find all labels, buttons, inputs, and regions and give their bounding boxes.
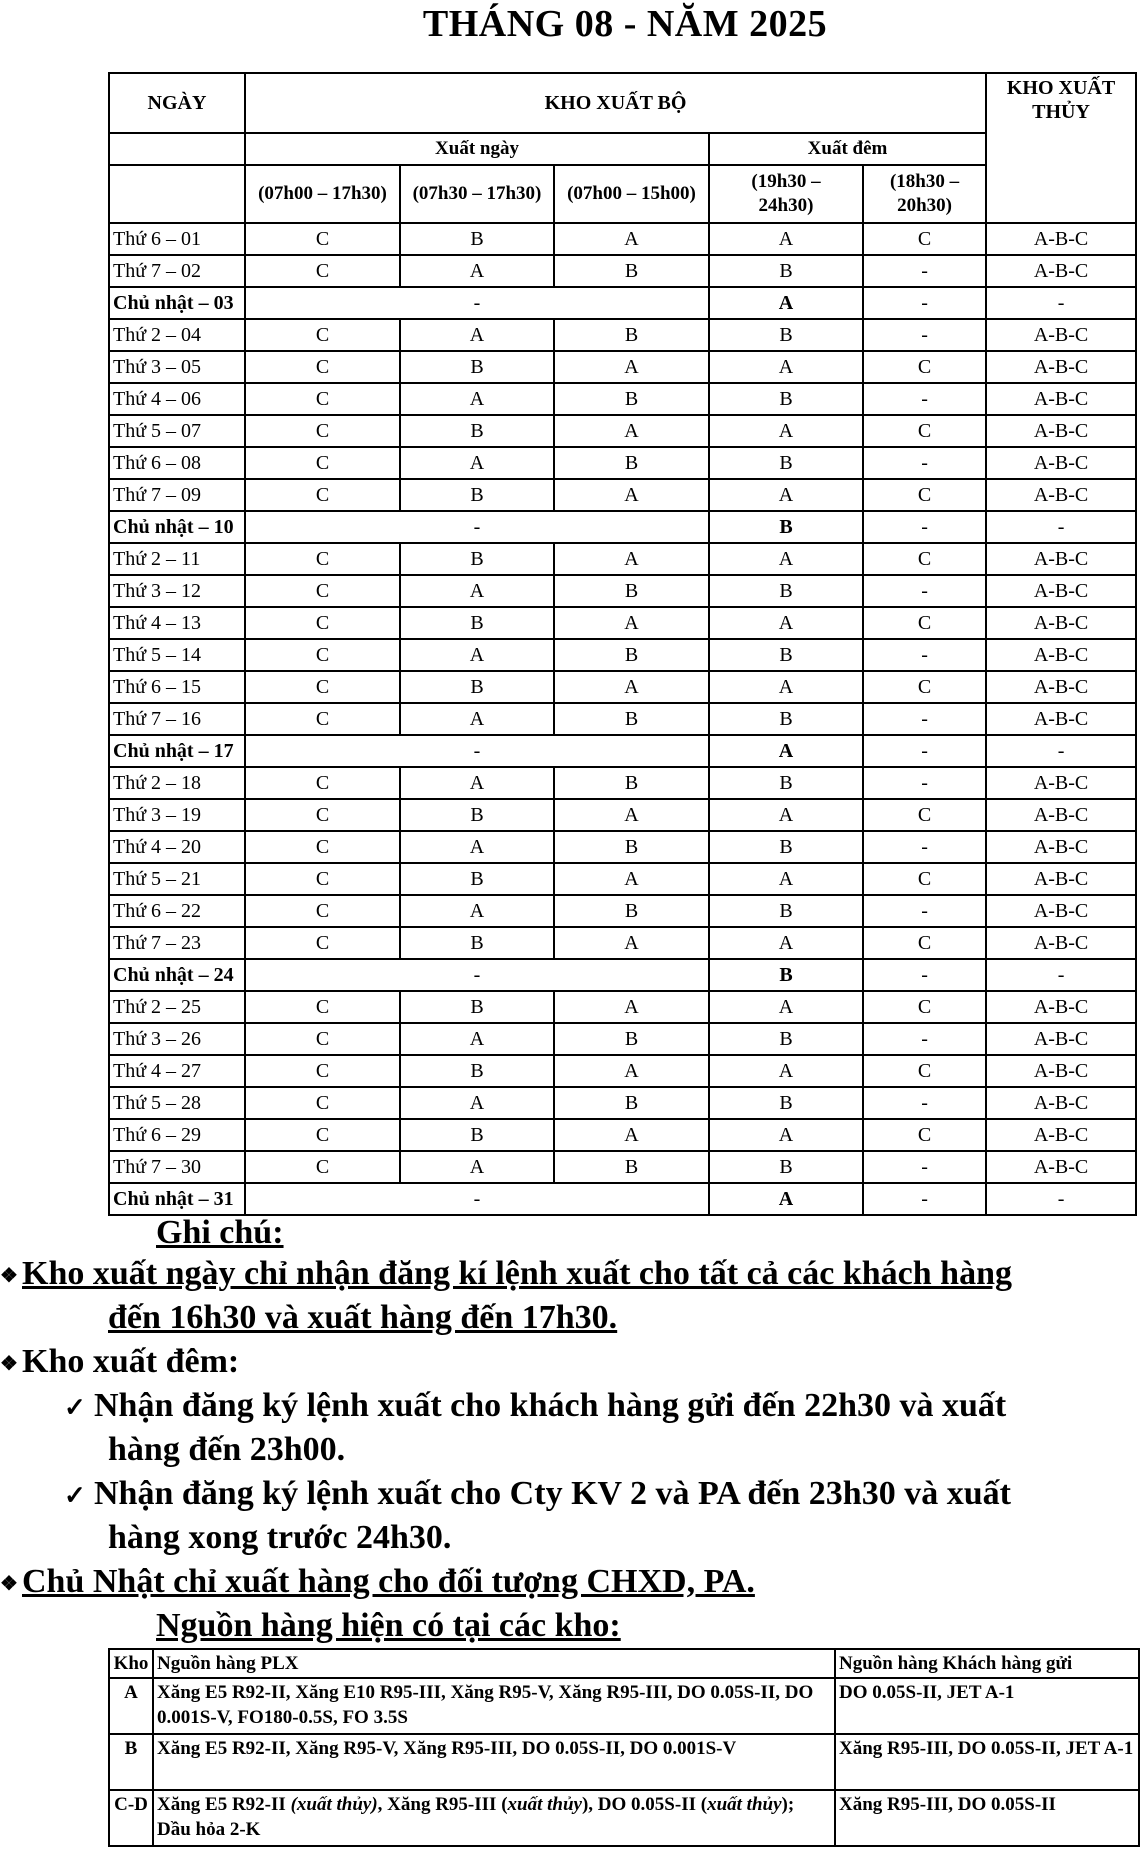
water-depot-cell: A-B-C	[986, 991, 1136, 1023]
day-shift-3-cell: B	[554, 831, 709, 863]
water-depot-cell: -	[986, 735, 1136, 767]
water-depot-cell: A-B-C	[986, 1023, 1136, 1055]
night-shift-1-cell: A	[709, 799, 863, 831]
day-shift-2-cell: B	[400, 799, 554, 831]
day-cell: Thứ 5 – 21	[109, 863, 245, 895]
night-shift-1-cell: B	[709, 511, 863, 543]
day-shift-2-cell: A	[400, 255, 554, 287]
day-cell: Thứ 6 – 08	[109, 447, 245, 479]
day-cell: Thứ 4 – 13	[109, 607, 245, 639]
day-cell: Chủ nhật – 03	[109, 287, 245, 319]
sources-title: Nguồn hàng hiện có tại các kho:	[156, 1607, 621, 1644]
check-icon: ✓	[64, 1481, 86, 1510]
night-shift-1-cell: A	[709, 927, 863, 959]
day-shift-3-cell: B	[554, 1151, 709, 1183]
water-depot-cell: A-B-C	[986, 1119, 1136, 1151]
day-shift-3-cell: A	[554, 991, 709, 1023]
water-depot-cell: -	[986, 1183, 1136, 1215]
day-cell: Thứ 3 – 12	[109, 575, 245, 607]
schedule-row	[109, 767, 1136, 799]
header-water-depot: KHO XUẤT THỦY	[986, 73, 1136, 223]
night-shift-2-cell: -	[863, 1087, 986, 1119]
day-shift-3-cell: B	[554, 1087, 709, 1119]
water-depot-cell: A-B-C	[986, 447, 1136, 479]
day-shift-3-cell: B	[554, 319, 709, 351]
plx-part: Xăng E5 R92-II	[157, 1794, 291, 1815]
day-cell: Thứ 7 – 30	[109, 1151, 245, 1183]
note-night-depot	[0, 1340, 239, 1386]
water-depot-cell: A-B-C	[986, 351, 1136, 383]
night-shift-1-cell: A	[709, 671, 863, 703]
plx-part: ), DO 0.05S-II (	[581, 1794, 708, 1815]
schedule-row	[109, 1151, 1136, 1183]
night-shift-1-cell: B	[709, 575, 863, 607]
day-cell: Thứ 2 – 11	[109, 543, 245, 575]
day-shift-1-cell: C	[245, 1055, 400, 1087]
day-shift-1-cell: C	[245, 383, 400, 415]
day-shift-3-cell: A	[554, 415, 709, 447]
sources-row-a-customer: DO 0.05S-II, JET A-1	[835, 1678, 1139, 1734]
night-shift-1-cell: A	[709, 287, 863, 319]
night-shift-2-cell: -	[863, 735, 986, 767]
night-shift-2-cell: -	[863, 319, 986, 351]
day-shift-2-cell: B	[400, 927, 554, 959]
plx-part: , Xăng R95-III (	[377, 1794, 508, 1815]
schedule-row	[109, 671, 1136, 703]
day-shift-3-cell: A	[554, 223, 709, 255]
water-depot-cell: A-B-C	[986, 319, 1136, 351]
water-depot-cell: A-B-C	[986, 255, 1136, 287]
header-land-depot: KHO XUẤT BỘ	[245, 73, 986, 133]
day-shift-2-cell: A	[400, 1087, 554, 1119]
night-shift-2-cell: C	[863, 351, 986, 383]
sources-row-b-kho: B	[109, 1734, 153, 1790]
night-shift-1-cell: A	[709, 1119, 863, 1151]
night-shift-2-cell: -	[863, 895, 986, 927]
schedule-row	[109, 1055, 1136, 1087]
night-shift-2-cell: C	[863, 991, 986, 1023]
day-cell: Thứ 7 – 16	[109, 703, 245, 735]
water-depot-cell: A-B-C	[986, 607, 1136, 639]
night-shift-2-cell: -	[863, 1151, 986, 1183]
header-time-4: (19h30 – 24h30)	[709, 165, 863, 223]
day-shift-3-cell: A	[554, 1119, 709, 1151]
day-shift-3-cell: A	[554, 351, 709, 383]
day-shift-3-cell: B	[554, 703, 709, 735]
day-shift-2-cell: B	[400, 351, 554, 383]
diamond-bullet-icon: ❖	[0, 1353, 18, 1376]
plx-part-italic: xuất thủy	[707, 1794, 782, 1815]
schedule-row	[109, 895, 1136, 927]
day-shift-1-cell: C	[245, 543, 400, 575]
schedule-row	[109, 383, 1136, 415]
day-shift-3-cell: B	[554, 895, 709, 927]
sources-row-a-kho: A	[109, 1678, 153, 1734]
day-shift-2-cell: A	[400, 831, 554, 863]
water-depot-cell: A-B-C	[986, 1151, 1136, 1183]
note-night-b-line2: hàng xong trước 24h30.	[108, 1519, 452, 1556]
night-shift-2-cell: C	[863, 479, 986, 511]
schedule-row	[109, 287, 1136, 319]
day-shift-1-cell: C	[245, 1151, 400, 1183]
day-shift-cell: -	[245, 511, 709, 543]
night-shift-1-cell: B	[709, 1023, 863, 1055]
day-shift-1-cell: C	[245, 479, 400, 511]
day-shift-1-cell: C	[245, 991, 400, 1023]
night-shift-2-cell: -	[863, 959, 986, 991]
note-night-b	[64, 1472, 1011, 1518]
day-cell: Thứ 6 – 22	[109, 895, 245, 927]
sources-table	[108, 1648, 1140, 1847]
note-night-a-line2: hàng đến 23h00.	[108, 1431, 346, 1468]
night-shift-2-cell: -	[863, 383, 986, 415]
note-sunday-text: Chủ Nhật chỉ xuất hàng cho đối tượng CHXD, PA.	[22, 1563, 755, 1600]
schedule-row	[109, 223, 1136, 255]
day-shift-1-cell: C	[245, 927, 400, 959]
water-depot-cell: A-B-C	[986, 767, 1136, 799]
day-cell: Thứ 7 – 09	[109, 479, 245, 511]
schedule-row	[109, 255, 1136, 287]
night-shift-2-cell: -	[863, 287, 986, 319]
day-shift-3-cell: B	[554, 639, 709, 671]
day-cell: Thứ 5 – 14	[109, 639, 245, 671]
night-shift-1-cell: A	[709, 479, 863, 511]
sources-header-plx: Nguồn hàng PLX	[153, 1649, 835, 1678]
night-shift-2-cell: -	[863, 447, 986, 479]
day-shift-cell: -	[245, 959, 709, 991]
day-shift-2-cell: A	[400, 319, 554, 351]
night-shift-2-cell: C	[863, 543, 986, 575]
sources-header-kho: Kho	[109, 1649, 153, 1678]
schedule-row	[109, 799, 1136, 831]
night-shift-1-cell: A	[709, 991, 863, 1023]
header-time-2: (07h30 – 17h30)	[400, 165, 554, 223]
schedule-row	[109, 1119, 1136, 1151]
water-depot-cell: A-B-C	[986, 543, 1136, 575]
night-shift-2-cell: C	[863, 607, 986, 639]
day-shift-1-cell: C	[245, 831, 400, 863]
day-cell: Thứ 2 – 18	[109, 767, 245, 799]
water-depot-cell: A-B-C	[986, 703, 1136, 735]
day-shift-1-cell: C	[245, 575, 400, 607]
day-cell: Thứ 6 – 29	[109, 1119, 245, 1151]
night-shift-2-cell: C	[863, 863, 986, 895]
day-shift-2-cell: B	[400, 543, 554, 575]
day-shift-1-cell: C	[245, 671, 400, 703]
night-shift-1-cell: B	[709, 959, 863, 991]
day-cell: Thứ 7 – 02	[109, 255, 245, 287]
day-cell: Thứ 5 – 28	[109, 1087, 245, 1119]
schedule-row	[109, 863, 1136, 895]
diamond-bullet-icon: ❖	[0, 1265, 18, 1288]
day-cell: Chủ nhật – 10	[109, 511, 245, 543]
day-shift-cell: -	[245, 1183, 709, 1215]
schedule-row	[109, 1023, 1136, 1055]
night-shift-2-cell: -	[863, 255, 986, 287]
night-shift-1-cell: A	[709, 735, 863, 767]
day-shift-3-cell: B	[554, 1023, 709, 1055]
schedule-row	[109, 575, 1136, 607]
day-shift-1-cell: C	[245, 639, 400, 671]
schedule-row	[109, 831, 1136, 863]
plx-part-italic: xuất thủy	[507, 1794, 582, 1815]
day-shift-1-cell: C	[245, 255, 400, 287]
night-shift-1-cell: B	[709, 895, 863, 927]
night-shift-1-cell: A	[709, 1055, 863, 1087]
day-shift-1-cell: C	[245, 1087, 400, 1119]
day-cell: Thứ 4 – 06	[109, 383, 245, 415]
check-icon: ✓	[64, 1393, 86, 1422]
night-shift-1-cell: B	[709, 767, 863, 799]
schedule-row	[109, 543, 1136, 575]
day-shift-1-cell: C	[245, 351, 400, 383]
day-shift-1-cell: C	[245, 703, 400, 735]
day-cell: Thứ 6 – 15	[109, 671, 245, 703]
night-shift-2-cell: -	[863, 703, 986, 735]
night-shift-2-cell: -	[863, 767, 986, 799]
night-shift-1-cell: A	[709, 543, 863, 575]
notes-title: Ghi chú:	[156, 1214, 284, 1251]
water-depot-cell: A-B-C	[986, 223, 1136, 255]
night-shift-2-cell: -	[863, 575, 986, 607]
day-shift-3-cell: A	[554, 479, 709, 511]
schedule-row	[109, 1087, 1136, 1119]
schedule-row	[109, 479, 1136, 511]
night-shift-1-cell: B	[709, 703, 863, 735]
night-shift-2-cell: C	[863, 415, 986, 447]
day-cell: Chủ nhật – 17	[109, 735, 245, 767]
day-shift-cell: -	[245, 287, 709, 319]
water-depot-cell: A-B-C	[986, 575, 1136, 607]
day-shift-2-cell: B	[400, 415, 554, 447]
schedule-row	[109, 447, 1136, 479]
water-depot-cell: A-B-C	[986, 831, 1136, 863]
night-shift-2-cell: -	[863, 511, 986, 543]
day-shift-3-cell: B	[554, 575, 709, 607]
night-shift-1-cell: A	[709, 351, 863, 383]
schedule-row	[109, 927, 1136, 959]
day-shift-3-cell: B	[554, 255, 709, 287]
day-shift-2-cell: A	[400, 639, 554, 671]
day-shift-2-cell: A	[400, 1023, 554, 1055]
page-title: THÁNG 08 - NĂM 2025	[422, 3, 828, 45]
night-shift-1-cell: B	[709, 255, 863, 287]
sources-row-cd-plx	[153, 1790, 835, 1846]
header-day: NGÀY	[109, 73, 245, 133]
day-shift-3-cell: A	[554, 927, 709, 959]
day-shift-1-cell: C	[245, 1119, 400, 1151]
night-shift-2-cell: C	[863, 927, 986, 959]
night-shift-1-cell: B	[709, 1151, 863, 1183]
day-cell: Thứ 7 – 23	[109, 927, 245, 959]
day-shift-3-cell: A	[554, 799, 709, 831]
day-shift-2-cell: A	[400, 767, 554, 799]
header-empty-1	[109, 133, 245, 165]
header-time-1: (07h00 – 17h30)	[245, 165, 400, 223]
day-cell: Thứ 3 – 05	[109, 351, 245, 383]
night-shift-1-cell: A	[709, 415, 863, 447]
night-shift-2-cell: C	[863, 1055, 986, 1087]
day-shift-2-cell: B	[400, 223, 554, 255]
day-shift-2-cell: A	[400, 383, 554, 415]
day-shift-2-cell: B	[400, 863, 554, 895]
night-shift-2-cell: C	[863, 671, 986, 703]
water-depot-cell: A-B-C	[986, 639, 1136, 671]
night-shift-2-cell: C	[863, 799, 986, 831]
day-shift-1-cell: C	[245, 895, 400, 927]
schedule-row	[109, 959, 1136, 991]
day-cell: Thứ 3 – 26	[109, 1023, 245, 1055]
water-depot-cell: A-B-C	[986, 927, 1136, 959]
day-shift-2-cell: A	[400, 575, 554, 607]
day-shift-2-cell: B	[400, 671, 554, 703]
header-empty-2	[109, 165, 245, 223]
day-cell: Thứ 2 – 25	[109, 991, 245, 1023]
water-depot-cell: A-B-C	[986, 383, 1136, 415]
schedule-row	[109, 1183, 1136, 1215]
schedule-table	[108, 72, 1137, 1216]
day-cell: Thứ 6 – 01	[109, 223, 245, 255]
day-shift-1-cell: C	[245, 319, 400, 351]
schedule-row	[109, 319, 1136, 351]
plx-part: ); Dầu hỏa 2-K	[157, 1794, 795, 1840]
schedule-row	[109, 991, 1136, 1023]
day-shift-1-cell: C	[245, 223, 400, 255]
note-sunday	[0, 1560, 755, 1606]
day-shift-2-cell: B	[400, 991, 554, 1023]
day-shift-3-cell: A	[554, 607, 709, 639]
night-shift-1-cell: A	[709, 1183, 863, 1215]
night-shift-1-cell: B	[709, 319, 863, 351]
note-day-depot-line1: Kho xuất ngày chỉ nhận đăng kí lệnh xuất cho tất cả các khách hàng	[22, 1255, 1012, 1292]
note-day-depot-line2: đến 16h30 và xuất hàng đến 17h30.	[108, 1299, 618, 1336]
day-shift-3-cell: A	[554, 863, 709, 895]
sources-row-cd-customer: Xăng R95-III, DO 0.05S-II	[835, 1790, 1139, 1846]
water-depot-cell: A-B-C	[986, 1087, 1136, 1119]
night-shift-1-cell: A	[709, 607, 863, 639]
water-depot-cell: A-B-C	[986, 863, 1136, 895]
water-depot-cell: A-B-C	[986, 799, 1136, 831]
schedule-row	[109, 415, 1136, 447]
night-shift-1-cell: A	[709, 863, 863, 895]
sources-row-b-plx: Xăng E5 R92-II, Xăng R95-V, Xăng R95-III, DO 0.05S-II, DO 0.001S-V	[153, 1734, 835, 1790]
night-shift-2-cell: -	[863, 1023, 986, 1055]
day-shift-2-cell: A	[400, 1151, 554, 1183]
day-cell: Thứ 3 – 19	[109, 799, 245, 831]
night-shift-1-cell: B	[709, 1087, 863, 1119]
header-night-shift: Xuất đêm	[709, 133, 986, 165]
diamond-bullet-icon: ❖	[0, 1573, 18, 1596]
water-depot-cell: -	[986, 287, 1136, 319]
plx-part-italic: (xuất thủy)	[290, 1794, 378, 1815]
note-night-depot-label: Kho xuất đêm:	[22, 1343, 240, 1380]
day-shift-2-cell: B	[400, 1055, 554, 1087]
day-shift-cell: -	[245, 735, 709, 767]
night-shift-2-cell: -	[863, 639, 986, 671]
schedule-row	[109, 703, 1136, 735]
day-shift-1-cell: C	[245, 447, 400, 479]
water-depot-cell: A-B-C	[986, 671, 1136, 703]
schedule-row	[109, 511, 1136, 543]
water-depot-cell: A-B-C	[986, 1055, 1136, 1087]
night-shift-1-cell: B	[709, 639, 863, 671]
day-cell: Chủ nhật – 24	[109, 959, 245, 991]
water-depot-cell: A-B-C	[986, 479, 1136, 511]
schedule-row	[109, 607, 1136, 639]
schedule-row	[109, 351, 1136, 383]
day-shift-2-cell: B	[400, 1119, 554, 1151]
day-shift-1-cell: C	[245, 415, 400, 447]
schedule-row	[109, 735, 1136, 767]
day-shift-2-cell: A	[400, 895, 554, 927]
night-shift-1-cell: A	[709, 223, 863, 255]
night-shift-1-cell: B	[709, 831, 863, 863]
day-cell: Chủ nhật – 31	[109, 1183, 245, 1215]
day-shift-2-cell: A	[400, 447, 554, 479]
day-shift-3-cell: A	[554, 1055, 709, 1087]
sources-row-cd-kho: C-D	[109, 1790, 153, 1846]
day-cell: Thứ 2 – 04	[109, 319, 245, 351]
water-depot-cell: -	[986, 511, 1136, 543]
day-shift-1-cell: C	[245, 1023, 400, 1055]
day-shift-2-cell: A	[400, 703, 554, 735]
day-shift-3-cell: A	[554, 543, 709, 575]
note-day-depot	[0, 1252, 1012, 1298]
day-shift-2-cell: B	[400, 479, 554, 511]
day-shift-1-cell: C	[245, 863, 400, 895]
header-day-shift: Xuất ngày	[245, 133, 709, 165]
water-depot-cell: A-B-C	[986, 415, 1136, 447]
day-cell: Thứ 4 – 20	[109, 831, 245, 863]
header-time-5: (18h30 – 20h30)	[863, 165, 986, 223]
sources-row-b-customer: Xăng R95-III, DO 0.05S-II, JET A-1	[835, 1734, 1139, 1790]
day-shift-3-cell: B	[554, 447, 709, 479]
night-shift-2-cell: C	[863, 1119, 986, 1151]
day-cell: Thứ 5 – 07	[109, 415, 245, 447]
night-shift-2-cell: -	[863, 831, 986, 863]
day-cell: Thứ 4 – 27	[109, 1055, 245, 1087]
schedule-row	[109, 639, 1136, 671]
night-shift-1-cell: B	[709, 383, 863, 415]
water-depot-cell: -	[986, 959, 1136, 991]
night-shift-2-cell: C	[863, 223, 986, 255]
water-depot-cell: A-B-C	[986, 895, 1136, 927]
sources-header-customer: Nguồn hàng Khách hàng gửi	[835, 1649, 1139, 1678]
night-shift-2-cell: -	[863, 1183, 986, 1215]
night-shift-1-cell: B	[709, 447, 863, 479]
note-night-a-line1: Nhận đăng ký lệnh xuất cho khách hàng gửi đến 22h30 và xuất	[94, 1387, 1007, 1424]
day-shift-1-cell: C	[245, 607, 400, 639]
note-night-b-line1: Nhận đăng ký lệnh xuất cho Cty KV 2 và PA đến 23h30 và xuất	[94, 1475, 1011, 1512]
sources-row-a-plx: Xăng E5 R92-II, Xăng E10 R95-III, Xăng R95-V, Xăng R95-III, DO 0.05S-II, DO 0.001S-V, FO180-0.5S, FO 3.5S	[153, 1678, 835, 1734]
day-shift-3-cell: A	[554, 671, 709, 703]
day-shift-2-cell: B	[400, 607, 554, 639]
header-time-3: (07h00 – 15h00)	[554, 165, 709, 223]
day-shift-1-cell: C	[245, 767, 400, 799]
day-shift-3-cell: B	[554, 383, 709, 415]
day-shift-3-cell: B	[554, 767, 709, 799]
day-shift-1-cell: C	[245, 799, 400, 831]
note-night-a	[64, 1384, 1006, 1430]
